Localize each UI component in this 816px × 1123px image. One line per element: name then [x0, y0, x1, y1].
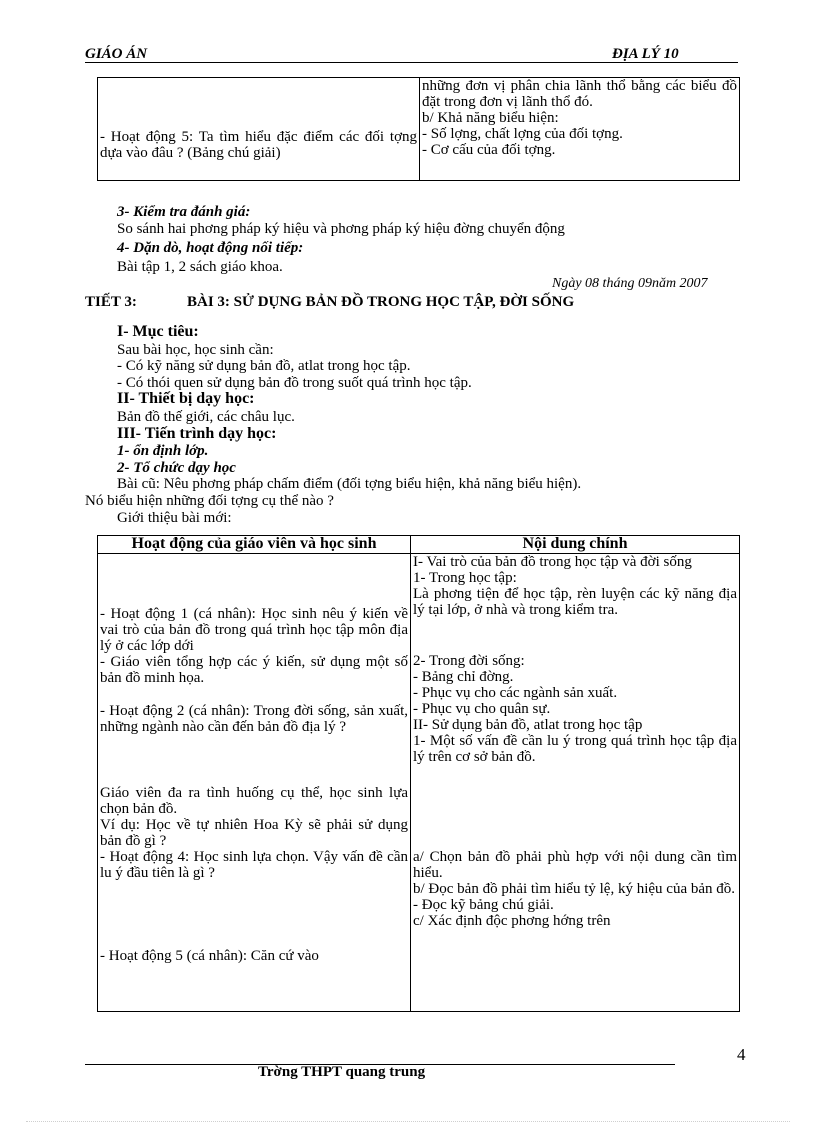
continuation-left-cell: [98, 78, 420, 181]
activity-block: Giáo viên đa ra tình huống cụ thể, học sinh lựa chọn bản đồ.: [100, 785, 408, 817]
column-header-activities: Hoạt động của giáo viên và học sinh: [98, 536, 411, 554]
equipment-heading: II- Thiết bị dạy học:: [117, 390, 255, 407]
cell-line: b/ Khả năng biểu hiện:: [422, 110, 559, 126]
lesson-table: [97, 535, 740, 1012]
content-block: 1- Trong học tập:: [413, 570, 517, 586]
content-block: c/ Xác định độc phơng hớng trên: [413, 913, 611, 929]
header-right: ĐỊA LÝ 10: [612, 46, 679, 62]
page-number: 4: [737, 1045, 746, 1064]
process-heading: III- Tiến trình dạy học:: [117, 425, 277, 442]
cell-line: - Cơ cấu của đối tợng.: [422, 142, 556, 158]
activity-block: - Hoạt động 2 (cá nhân): Trong đời sống, sản xuất, những ngành nào cần đến bản đồ địa lý ?: [100, 703, 408, 735]
footer-school: Trờng THPT quang trung: [258, 1064, 426, 1080]
old-lesson-line-2: Nó biểu hiện những đối tợng cụ thể nào ?: [85, 493, 334, 509]
content-block: 1- Một số vấn đề cần lu ý trong quá trình học tập địa lý trên cơ sở bản đồ.: [413, 733, 737, 765]
activity-block: Ví dụ: Học về tự nhiên Hoa Kỳ sẽ phải sử dụng bản đồ gì ?: [100, 817, 408, 849]
old-lesson-line-1: Bài cũ: Nêu phơng pháp chấm điểm (đối tợng biểu hiện, khả năng biểu hiện).: [117, 476, 582, 492]
cell-line: những đơn vị phân chia lãnh thổ bằng các biểu đồ đặt trong đơn vị lãnh thổ đó.: [422, 78, 737, 110]
lesson-period: TIẾT 3:: [85, 294, 137, 310]
activities-cell: [98, 554, 411, 1012]
assessment-text: So sánh hai phơng pháp ký hiệu và phơng pháp ký hiệu đờng chuyển động: [117, 221, 565, 237]
lesson-title: BÀI 3: SỬ DỤNG BẢN ĐỒ TRONG HỌC TẬP, ĐỜI SỐNG: [187, 294, 575, 310]
continuation-right-cell: [420, 78, 740, 181]
homework-heading: 4- Dặn dò, hoạt động nối tiếp:: [117, 240, 304, 256]
objectives-heading: I- Mục tiêu:: [117, 323, 199, 340]
content-cell: [411, 554, 740, 1012]
content-block: II- Sử dụng bản đồ, atlat trong học tập: [413, 717, 643, 733]
continuation-table: [97, 77, 740, 181]
content-block: - Đọc kỹ bảng chú giải.: [413, 897, 554, 913]
activity-5-text: - Hoạt động 5: Ta tìm hiểu đặc điểm các đối tợng dựa vào đâu ? (Bảng chú giải): [100, 129, 417, 161]
assessment-heading: 3- Kiểm tra đánh giá:: [117, 204, 251, 220]
content-block: 2- Trong đời sống:: [413, 653, 525, 669]
content-block: - Bảng chỉ đờng.: [413, 669, 514, 685]
objectives-intro: Sau bài học, học sinh cần:: [117, 342, 274, 358]
equipment-text: Bản đồ thế giới, các châu lục.: [117, 409, 295, 425]
page-edge-dotted: [26, 1121, 790, 1122]
content-block: a/ Chọn bản đồ phải phù hợp với nội dung cần tìm hiểu.: [413, 849, 737, 881]
activity-block: - Hoạt động 5 (cá nhân): Căn cứ vào: [100, 948, 319, 964]
process-step-2: 2- Tổ chức dạy học: [117, 460, 236, 476]
activity-block: - Hoạt động 4: Học sinh lựa chọn. Vậy vấn đề cần lu ý đầu tiên là gì ?: [100, 849, 408, 881]
content-block: Là phơng tiện để học tập, rèn luyện các kỹ năng địa lý tại lớp, ở nhà và trong kiểm tra.: [413, 586, 737, 618]
objective-item: - Có thói quen sử dụng bản đồ trong suốt quá trình học tập.: [117, 375, 472, 391]
cell-line: - Số lợng, chất lợng của đối tợng.: [422, 126, 623, 142]
process-step-1: 1- ổn định lớp.: [117, 443, 209, 459]
header-left: GIÁO ÁN: [85, 46, 148, 62]
content-block: b/ Đọc bản đồ phải tìm hiểu tỷ lệ, ký hiệu của bản đồ.: [413, 881, 736, 897]
content-block: - Phục vụ cho quân sự.: [413, 701, 551, 717]
new-lesson-intro: Giới thiệu bài mới:: [117, 510, 232, 526]
homework-text: Bài tập 1, 2 sách giáo khoa.: [117, 259, 283, 275]
objective-item: - Có kỹ năng sử dụng bản đồ, atlat trong học tập.: [117, 358, 411, 374]
activity-block: - Giáo viên tổng hợp các ý kiến, sử dụng một số bản đồ minh họa.: [100, 654, 408, 686]
column-header-content: Nội dung chính: [411, 536, 740, 554]
content-block: I- Vai trò của bản đồ trong học tập và đời sống: [413, 554, 692, 570]
activity-block: - Hoạt động 1 (cá nhân): Học sinh nêu ý kiến về vai trò của bản đồ trong quá trình học tập môn địa lý ở các lớp dới: [100, 606, 408, 654]
content-block: - Phục vụ cho các ngành sản xuất.: [413, 685, 618, 701]
lesson-date: Ngày 08 tháng 09năm 2007: [552, 276, 708, 291]
header-rule: [85, 62, 738, 63]
